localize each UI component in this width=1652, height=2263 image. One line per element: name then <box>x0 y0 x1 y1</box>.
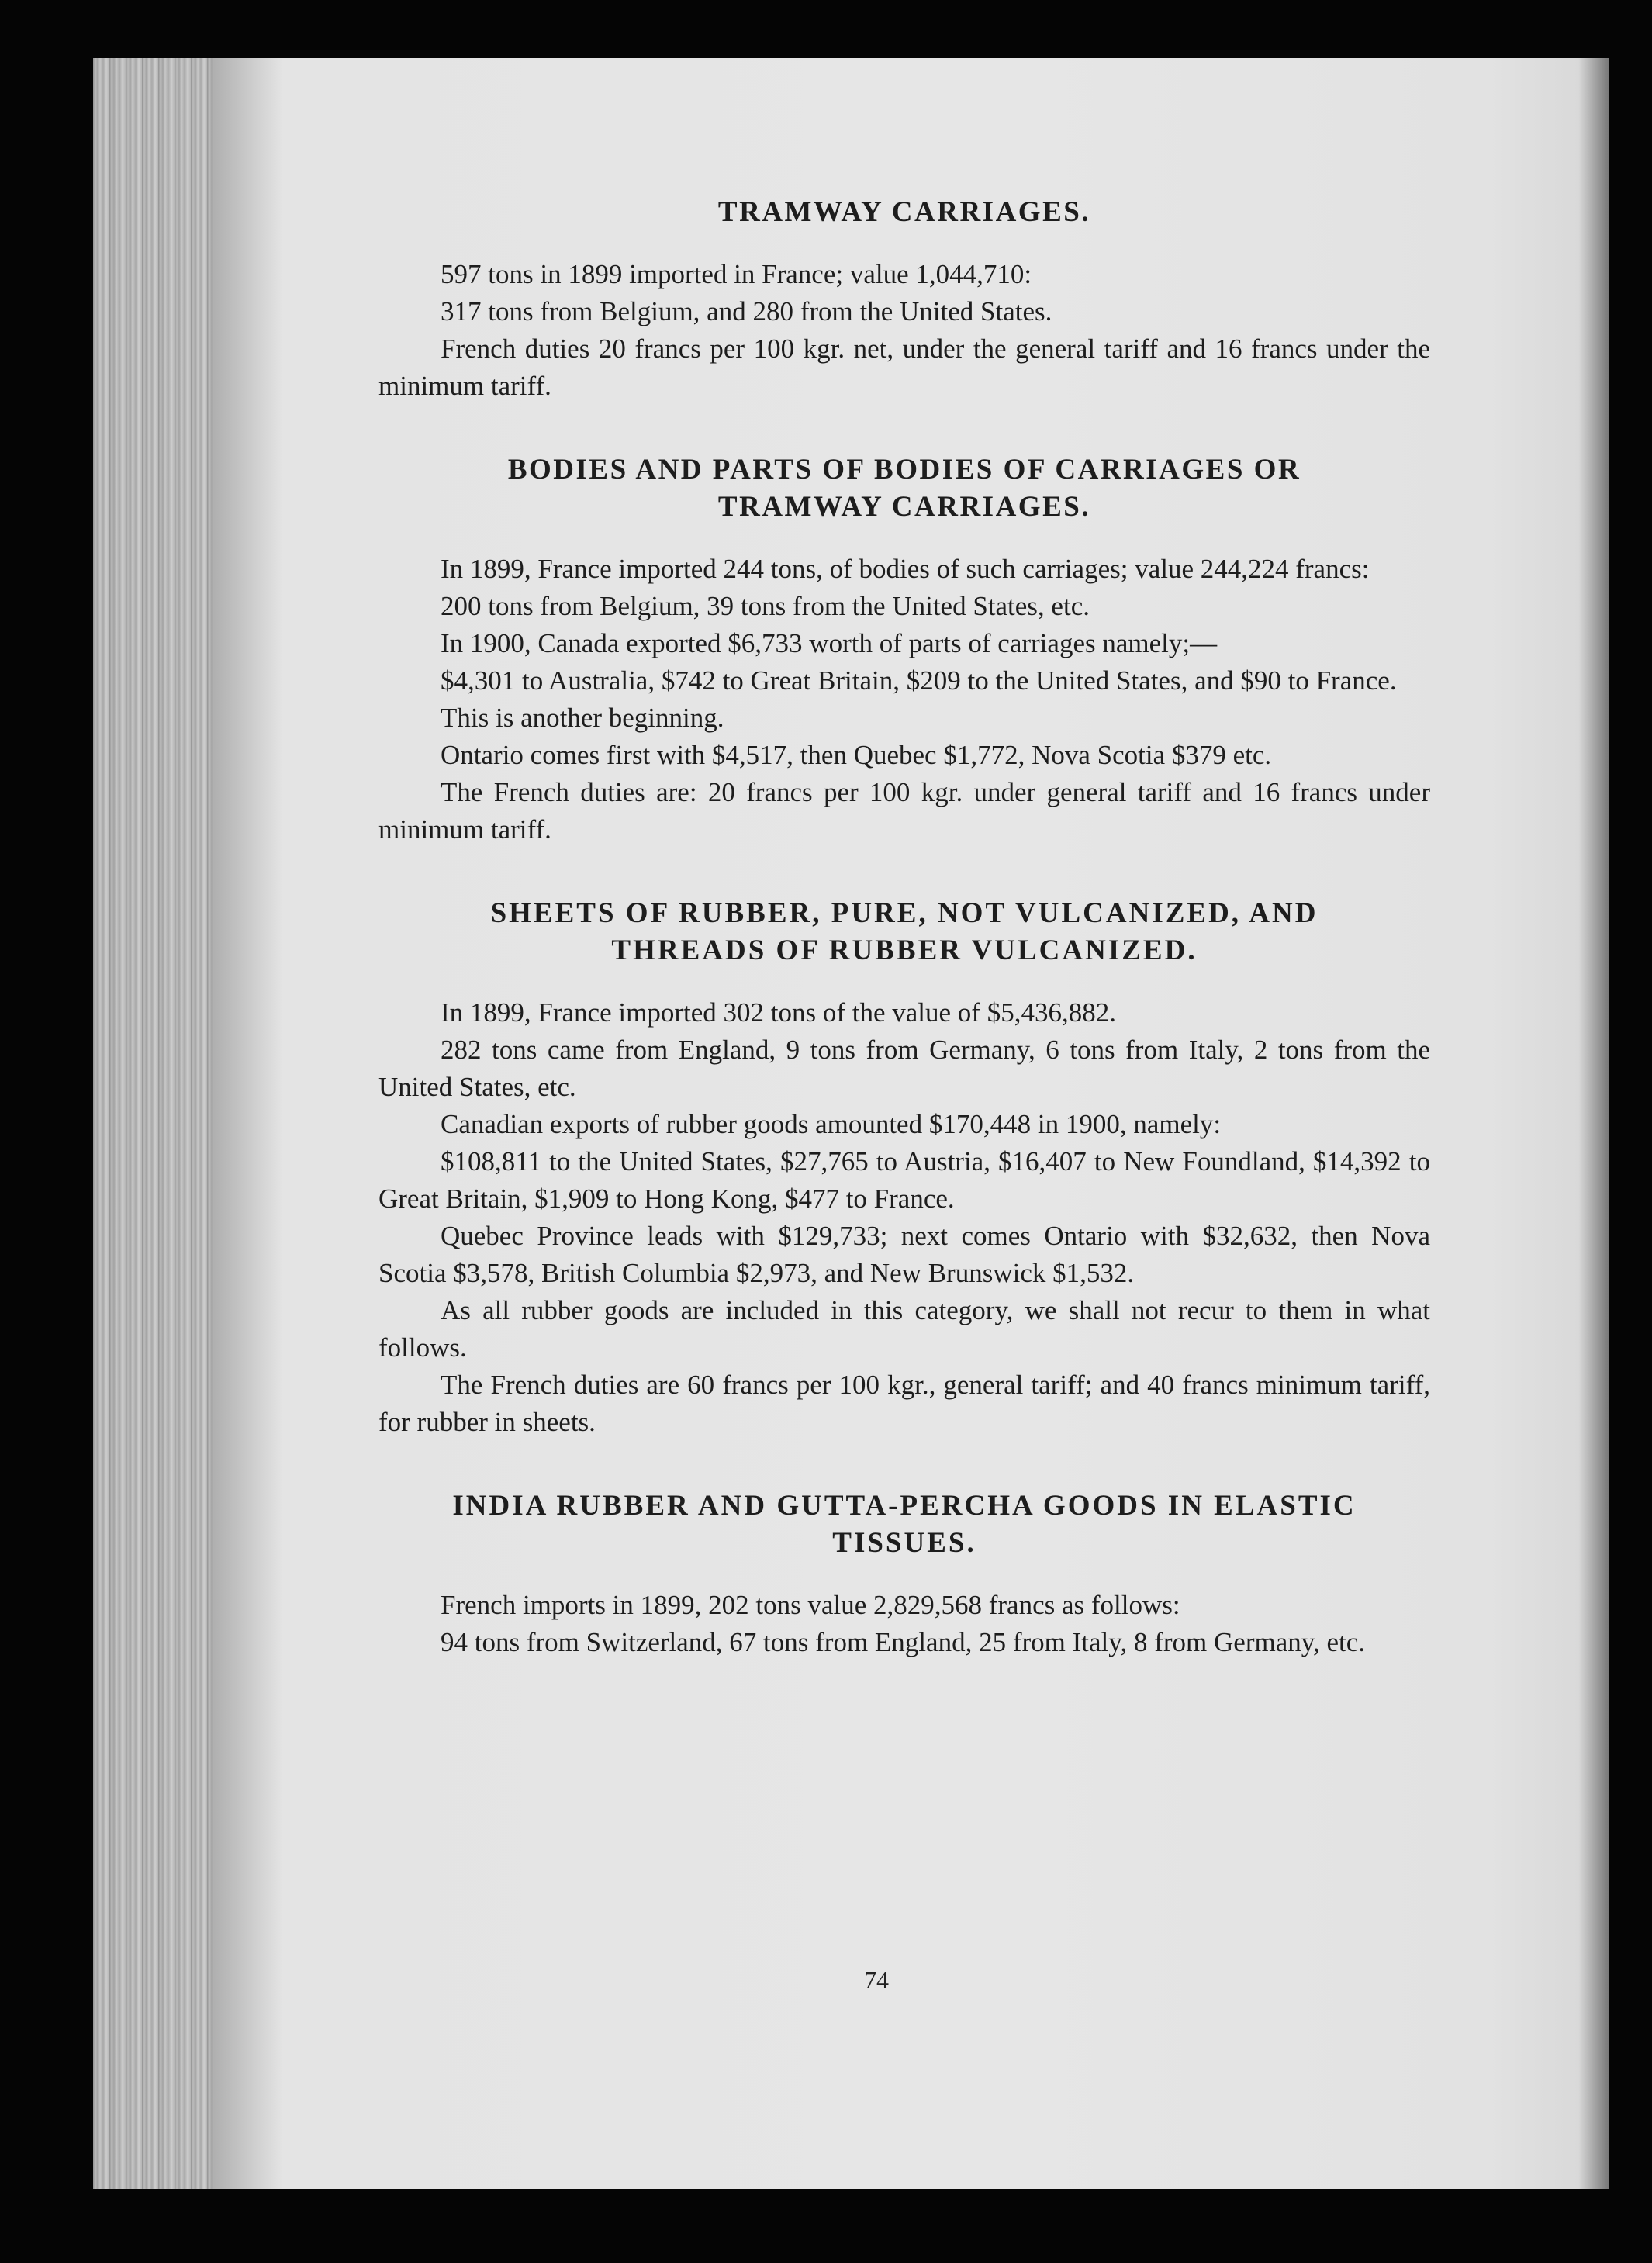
section-title-tramway-carriages: TRAMWAY CARRIAGES. <box>717 196 1091 228</box>
page-edge-shadow <box>1578 58 1609 2189</box>
paragraph: $4,301 to Australia, $742 to Great Britain, $209 to the United States, and $90 to France. <box>441 665 1397 696</box>
paragraph: 597 tons in 1899 imported in France; value 1,044,710: <box>441 259 1032 289</box>
paragraph: In 1899, France imported 302 tons of the value of $5,436,882. <box>441 997 1116 1028</box>
section-title-bodies-line-1: BODIES AND PARTS OF BODIES OF CARRIAGES OR <box>507 454 1301 485</box>
paragraph: This is another beginning. <box>441 703 724 733</box>
paragraph: The French duties are: 20 francs per 100 kgr. under general tariff and 16 francs under minimum tariff. <box>378 777 1430 845</box>
paragraph: $108,811 to the United States, $27,765 to Austria, $16,407 to New Foundland, $14,392 to Great Britain, $1,909 to Hong Kong, $477 to France. <box>378 1146 1430 1214</box>
page-number: 74 <box>864 1966 889 1994</box>
section-title-india-rubber-line-1: INDIA RUBBER AND GUTTA-PERCHA GOODS IN ELASTIC <box>452 1490 1357 1522</box>
paragraph: The French duties are 60 francs per 100 kgr., general tariff; and 40 francs minimum tariff, for rubber in sheets. <box>378 1370 1430 1437</box>
paragraph: Canadian exports of rubber goods amounted $170,448 in 1900, namely: <box>441 1109 1222 1139</box>
page-binding-edge <box>93 58 213 2189</box>
page-text <box>378 194 1430 1661</box>
paragraph: 317 tons from Belgium, and 280 from the United States. <box>441 296 1052 326</box>
section-title-bodies-line-2: TRAMWAY CARRIAGES. <box>717 491 1091 523</box>
paragraph: Ontario comes first with $4,517, then Quebec $1,772, Nova Scotia $379 etc. <box>441 740 1272 770</box>
paragraph: 200 tons from Belgium, 39 tons from the United States, etc. <box>441 591 1090 621</box>
paragraph: 282 tons came from England, 9 tons from Germany, 6 tons from Italy, 2 tons from the United States, etc. <box>378 1035 1430 1102</box>
binding-shadow <box>213 58 283 2189</box>
paragraph: French duties 20 francs per 100 kgr. net, under the general tariff and 16 francs under the minimum tariff. <box>378 333 1430 401</box>
paragraph: French imports in 1899, 202 tons value 2,829,568 francs as follows: <box>441 1590 1180 1620</box>
section-title-rubber-sheets-line-1: SHEETS OF RUBBER, PURE, NOT VULCANIZED, AND <box>490 897 1318 929</box>
paragraph: In 1900, Canada exported $6,733 worth of parts of carriages namely;— <box>441 628 1218 658</box>
paragraph: Quebec Province leads with $129,733; next comes Ontario with $32,632, then Nova Scotia $3,578, British Columbia $2,973, and New Brunswick $1,532. <box>378 1221 1430 1288</box>
section-title-india-rubber-line-2: TISSUES. <box>832 1527 976 1559</box>
section-title-rubber-sheets-line-2: THREADS OF RUBBER VULCANIZED. <box>611 935 1198 966</box>
paragraph: As all rubber goods are included in this category, we shall not recur to them in what follows. <box>378 1295 1430 1363</box>
paragraph: In 1899, France imported 244 tons, of bodies of such carriages; value 244,224 francs: <box>441 554 1370 584</box>
paragraph: 94 tons from Switzerland, 67 tons from England, 25 from Italy, 8 from Germany, etc. <box>441 1627 1365 1657</box>
